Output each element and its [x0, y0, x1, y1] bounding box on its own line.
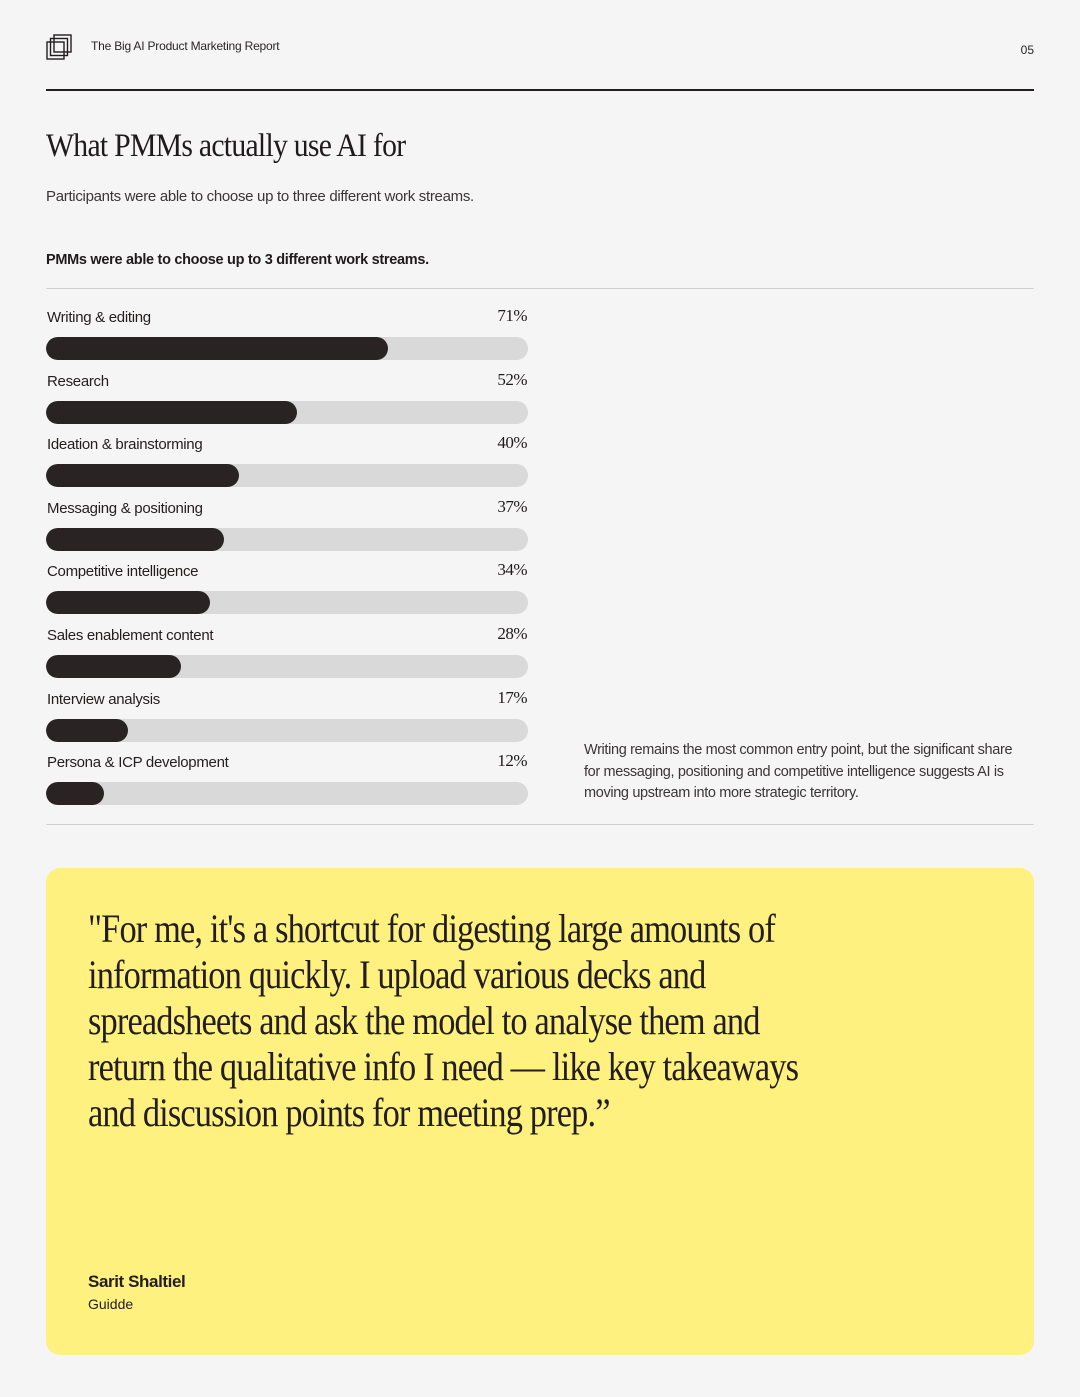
bar-fill [46, 782, 104, 805]
bar-track [46, 591, 528, 614]
bar-value-label: 71% [497, 306, 527, 325]
bar-row [46, 750, 528, 814]
header-divider [46, 89, 1034, 91]
quote-text: "For me, it's a shortcut for digesting large amounts of information quickly. I upload various decks and spreadsheets and ask the model to analyse them and return the qualitative info I need — like key takeaways and discussion points for meeting prep.” [88, 906, 799, 1135]
bar-label: Research [47, 372, 109, 390]
quote-card [46, 868, 1034, 1355]
bar-chart [46, 305, 528, 814]
report-title: The Big AI Product Marketing Report [91, 39, 280, 53]
bar-label: Writing & editing [47, 309, 151, 326]
chart-top-divider [46, 288, 1034, 289]
bar-value-label: 52% [497, 369, 527, 389]
bar-value-label: 12% [497, 751, 527, 771]
bar-label: Interview analysis [47, 690, 160, 708]
bar-fill [46, 591, 210, 614]
page-subtitle: Participants were able to choose up to three different work streams. [46, 188, 474, 205]
quote-author: Sarit Shaltiel [88, 1272, 186, 1291]
bar-row [46, 559, 528, 623]
bar-track [46, 401, 528, 424]
bar-label: Competitive intelligence [47, 563, 199, 581]
bar-row [46, 305, 528, 369]
stacked-squares-icon [46, 34, 72, 60]
bar-track [46, 655, 528, 678]
bar-row [46, 496, 528, 560]
page-header [46, 30, 1034, 70]
bar-fill [46, 401, 297, 424]
bar-label: Messaging & positioning [47, 499, 203, 517]
bar-track [46, 464, 528, 487]
bar-row [46, 369, 528, 433]
insight-text: Writing remains the most common entry point, but the significant share for messaging, positioning and competitive intelligence suggests AI is moving upstream into more strategic territory. [584, 742, 1013, 801]
bar-row [46, 623, 528, 687]
bar-fill [46, 719, 128, 742]
bar-value-label: 37% [497, 496, 527, 516]
bar-value-label: 28% [497, 623, 527, 643]
bar-fill [46, 337, 388, 360]
bar-fill [46, 655, 181, 678]
page-title: What PMMs actually use AI for [46, 128, 406, 164]
chart-bottom-divider [46, 824, 1034, 825]
bar-track [46, 782, 528, 805]
bar-track [46, 719, 528, 742]
bar-track [46, 337, 528, 360]
bar-value-label: 34% [497, 560, 527, 580]
bar-label: Ideation & brainstorming [47, 436, 203, 454]
chart-caption: PMMs were able to choose up to 3 different work streams. [46, 252, 429, 268]
bar-fill [46, 464, 239, 487]
bar-label: Persona & ICP development [47, 754, 229, 772]
bar-value-label: 17% [497, 687, 527, 707]
bar-track [46, 528, 528, 551]
bar-fill [46, 528, 224, 551]
page-number: 05 [1020, 43, 1034, 57]
bar-value-label: 40% [497, 433, 527, 453]
quote-company: Guidde [88, 1296, 134, 1312]
bar-label: Sales enablement content [47, 626, 214, 644]
bar-row [46, 687, 528, 751]
bar-row [46, 432, 528, 496]
